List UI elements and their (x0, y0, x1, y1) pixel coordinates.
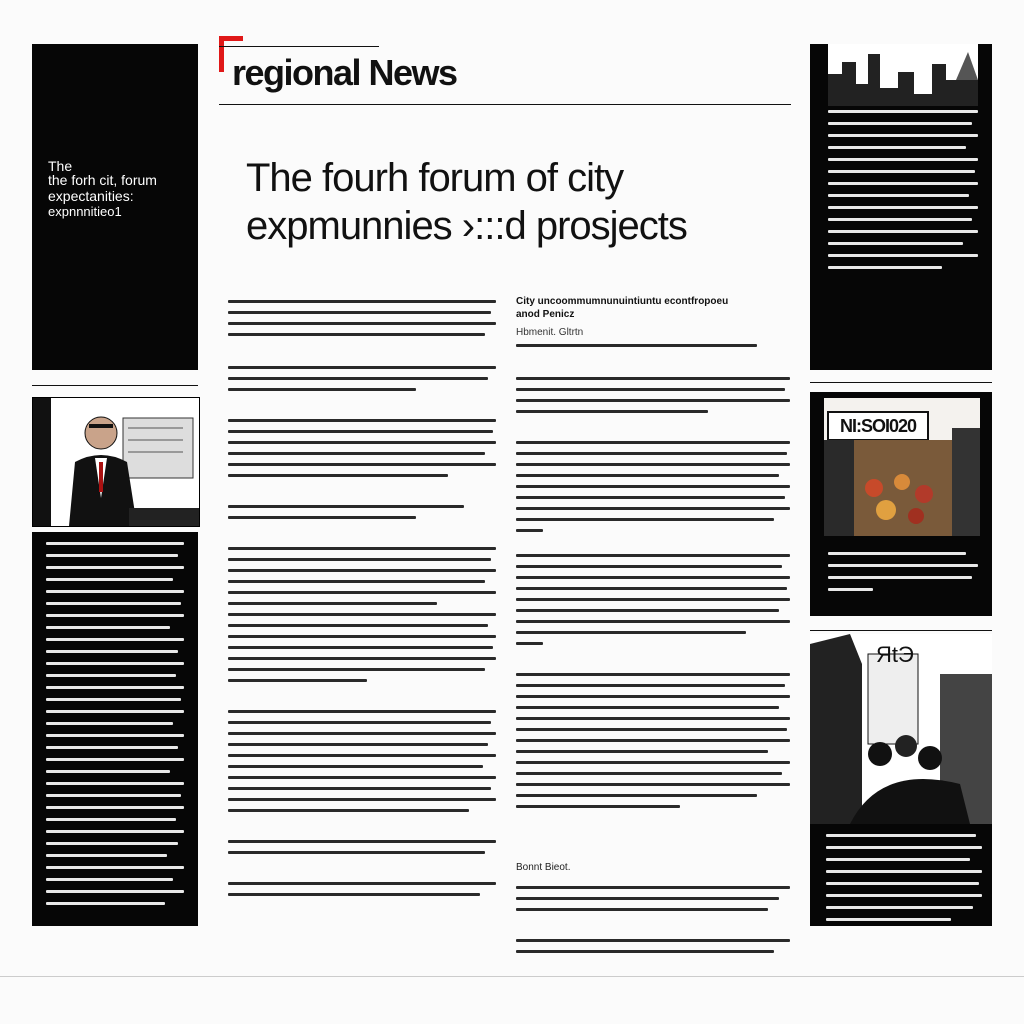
article-headline-line1: The fourh forum of city (246, 156, 624, 200)
right-panel-2-caption (828, 552, 978, 591)
photo2-sign: NI:SOI020 (840, 416, 917, 436)
left-divider (32, 385, 198, 386)
page-bottom-rule (0, 976, 1024, 977)
city-sketch-1 (828, 44, 978, 106)
masthead-rule-top (219, 46, 379, 47)
body-column-2 (516, 344, 790, 808)
teaser-line4: expnnnitieo1 (48, 204, 122, 219)
right-photo-panel-3 (810, 634, 992, 926)
body-column-1 (228, 300, 496, 896)
right-photo-panel-1 (810, 44, 992, 370)
teaser-line1: The (48, 158, 73, 174)
speaker-illustration (33, 398, 199, 526)
right-panel-1-text (828, 110, 978, 269)
article-headline-line2: expmunnies ›:::d prosjects (246, 204, 687, 248)
masthead-rule-bottom (219, 104, 791, 105)
left-text-column (32, 532, 198, 926)
column2-subhead-line1: City uncoommumnunuintiuntu econtfropoeu (516, 296, 729, 307)
right-photo-panel-2 (810, 392, 992, 616)
masthead-title: regional News (232, 52, 457, 93)
column2-byline: Hbmenit. Gltrtn (516, 327, 584, 338)
right-panel-3-caption (826, 834, 982, 921)
speaker-photo (32, 397, 200, 527)
teaser-line2: the forh cit, forum (48, 172, 157, 188)
body-column-2-tail (516, 886, 790, 953)
right-divider-1 (810, 382, 992, 383)
masthead-accent-vertical (219, 36, 224, 72)
left-teaser-panel (32, 44, 198, 370)
column2-subhead-line2: anod Penicz (516, 309, 575, 320)
right-divider-2 (810, 630, 992, 631)
photo3-sign: ЯtЭ (876, 642, 914, 667)
column2-last-line: Bonnt Bieot. (516, 862, 571, 873)
teaser-line3: expectanities: (48, 188, 134, 204)
